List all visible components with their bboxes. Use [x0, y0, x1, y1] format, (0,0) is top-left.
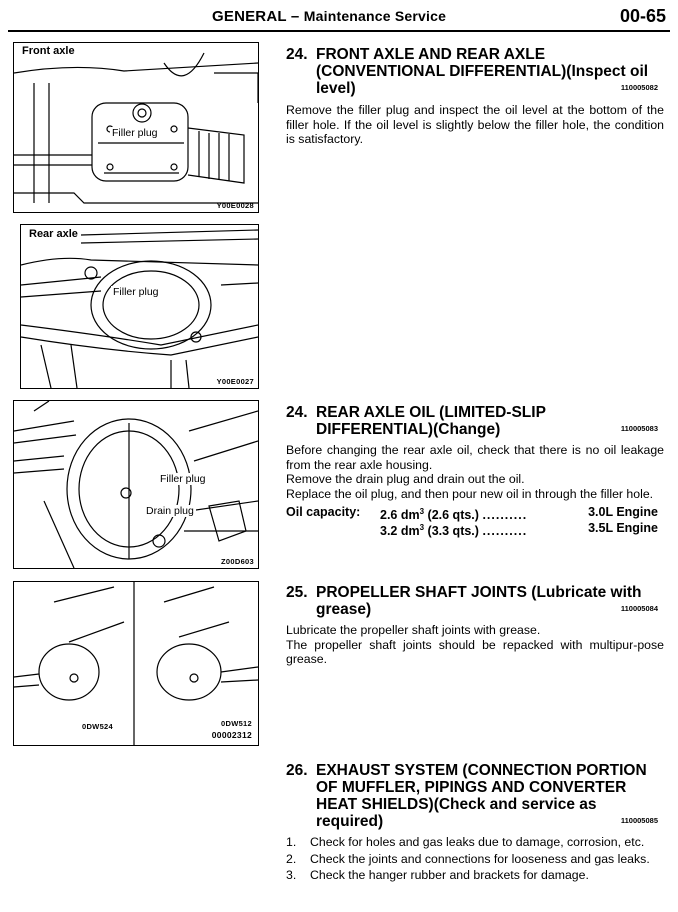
heading-line: EXHAUST SYSTEM (CONNECTION PORTION [316, 762, 647, 779]
section-body: Remove the filler plug and inspect the oil level at the bottom of the filler hole. If the oil level is slightly below the filler hole, the condition is satisfactory. [286, 103, 664, 146]
rear-axle-illustration [21, 225, 258, 388]
capacity-value: 2.6 $dm^3$ (2.6 qts.) .......... [380, 507, 528, 523]
section-heading [286, 762, 664, 830]
oil-capacity-row [286, 504, 664, 523]
heading-line: (CONVENTIONAL DIFFERENTIAL)(Inspect oil [316, 63, 649, 80]
list-item: 3. Check the hanger rubber and brackets for damage. [286, 868, 589, 882]
heading-line: HEAT SHIELDS)(Check and service as [316, 796, 597, 813]
section-ref-code: 110005082 [620, 83, 658, 92]
section-heading [286, 404, 664, 438]
capacity-engine: 3.0L Engine [588, 505, 658, 519]
check-list [286, 835, 664, 883]
heading-line: PROPELLER SHAFT JOINTS (Lubricate with [316, 584, 642, 601]
lsd-code: Z00D603 [221, 557, 254, 566]
propeller-code-right-bottom: 00002312 [211, 730, 252, 740]
capacity-engine: 3.5L Engine [588, 521, 658, 535]
section-24-front-rear-axle [286, 46, 664, 147]
figure-propeller-joints [13, 581, 259, 746]
rear-axle-label: Rear axle [29, 228, 78, 240]
capacity-value: 3.2 $dm^3$ (3.3 qts.) .......... [380, 523, 528, 539]
rear-axle-filler-callout: Filler plug [113, 286, 159, 298]
lsd-axle-illustration [14, 401, 258, 568]
heading-line: REAR AXLE OIL (LIMITED-SLIP [316, 404, 546, 421]
oil-capacity-label: Oil capacity: [286, 505, 361, 519]
list-item: 1. Check for holes and gas leaks due to damage, corrosion, etc. [286, 835, 645, 849]
oil-capacity-row [286, 520, 664, 539]
section-number: 24. [286, 404, 308, 421]
section-number: 25. [286, 584, 308, 601]
section-body-line: Lubricate the propeller shaft joints with grease. [286, 623, 541, 637]
section-24-rear-axle-lsd [286, 404, 664, 539]
section-25-propeller-shaft [286, 584, 664, 667]
section-number: 26. [286, 762, 308, 779]
header-subtitle: Maintenance Service [303, 8, 447, 24]
page-number: 00-65 [619, 6, 666, 26]
section-number: 24. [286, 46, 308, 63]
section-body-line: Before changing the rear axle oil, check that there is no oil leakage from the rear axle housing. [286, 443, 664, 472]
figure-front-axle [13, 42, 259, 213]
section-heading [286, 46, 664, 97]
propeller-code-right-top: 0DW512 [221, 719, 252, 728]
oil-capacity-table [286, 504, 664, 539]
page-header [0, 0, 678, 34]
front-axle-filler-callout: Filler plug [112, 127, 158, 139]
section-ref-code: 110005084 [620, 604, 658, 613]
list-item: 2. Check the joints and connections for looseness and gas leaks. [286, 851, 650, 866]
header-title [212, 8, 446, 25]
section-body-line: Remove the drain plug and drain out the oil. [286, 472, 525, 486]
heading-line: level) [316, 80, 356, 97]
section-ref-code: 110005083 [620, 424, 658, 433]
lsd-filler-callout: Filler plug [160, 473, 206, 485]
heading-line: DIFFERENTIAL)(Change) [316, 421, 501, 438]
header-section: GENERAL [212, 8, 287, 25]
rear-axle-code: Y00E0027 [216, 377, 254, 386]
section-heading [286, 584, 664, 618]
section-26-exhaust-system [286, 762, 664, 885]
heading-line: OF MUFFLER, PIPINGS AND CONVERTER [316, 779, 627, 796]
front-axle-code: Y00E0028 [216, 201, 254, 210]
section-body-line: The propeller shaft joints should be repacked with multipur-pose grease. [286, 637, 664, 666]
section-body-line: Replace the oil plug, and then pour new oil in through the filler hole. [286, 486, 654, 501]
figure-rear-axle [20, 224, 259, 389]
figure-lsd-axle [13, 400, 259, 569]
heading-line: grease) [316, 601, 372, 618]
section-ref-code: 110005085 [620, 816, 658, 825]
front-axle-label: Front axle [22, 45, 75, 57]
propeller-code-left: 0DW524 [82, 722, 113, 731]
header-rule [8, 30, 670, 32]
header-dash: – [290, 8, 300, 25]
lsd-drain-callout: Drain plug [146, 505, 194, 517]
heading-line: required) [316, 813, 384, 830]
heading-line: FRONT AXLE AND REAR AXLE [316, 46, 546, 63]
